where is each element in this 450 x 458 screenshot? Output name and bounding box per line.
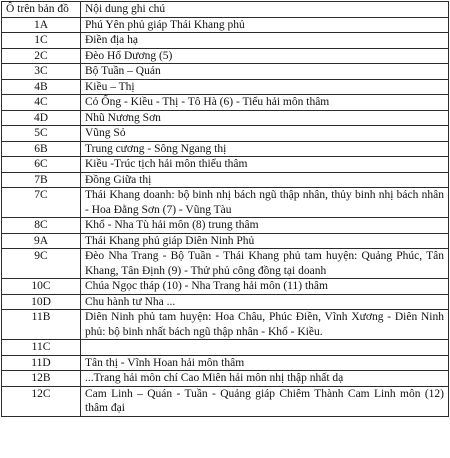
map-cell-code: 12B bbox=[2, 371, 81, 387]
note-text: ...Trang hải môn chí Cao Miên hải môn nhị thập nhất dạ bbox=[81, 371, 449, 387]
note-text: Phú Yên phủ giáp Thái Khang phủ bbox=[81, 17, 449, 33]
table-row bbox=[2, 126, 449, 142]
map-cell-code: 9C bbox=[2, 249, 81, 279]
table-row bbox=[2, 294, 449, 310]
map-cell-code: 8C bbox=[2, 218, 81, 234]
table-row bbox=[2, 188, 449, 218]
note-text: Cam Linh – Quán - Tuần - Quảng giáp Chiêm Thành Cam Linh môn (12) thâm đại bbox=[81, 386, 449, 416]
note-text: Cỏ Ống - Kiều - Thị - Tô Hà (6) - Tiểu hải môn thâm bbox=[81, 95, 449, 111]
column-header-note-content: Nội dung ghi chú bbox=[81, 2, 449, 18]
note-text: Điền địa hạ bbox=[81, 33, 449, 49]
note-text: Kiều -Trúc tịch hải môn thiểu thâm bbox=[81, 157, 449, 173]
map-cell-code: 3C bbox=[2, 64, 81, 80]
map-cell-code: 5C bbox=[2, 126, 81, 142]
map-cell-code: 2C bbox=[2, 48, 81, 64]
map-cell-code: 6B bbox=[2, 141, 81, 157]
table-row bbox=[2, 233, 449, 249]
table-row bbox=[2, 218, 449, 234]
map-cell-code: 10C bbox=[2, 279, 81, 295]
table-row bbox=[2, 279, 449, 295]
map-cell-code: 11C bbox=[2, 340, 81, 356]
note-text: Chu hành tư Nha ... bbox=[81, 294, 449, 310]
table-row bbox=[2, 310, 449, 340]
table-header-row bbox=[2, 2, 449, 18]
table-row bbox=[2, 141, 449, 157]
note-text: Nhũ Nương Sơn bbox=[81, 110, 449, 126]
table-row bbox=[2, 17, 449, 33]
table-row bbox=[2, 64, 449, 80]
note-text: Bộ Tuần – Quán bbox=[81, 64, 449, 80]
map-cell-code: 7B bbox=[2, 172, 81, 188]
note-text: Thái Khang phủ giáp Diên Ninh Phủ bbox=[81, 233, 449, 249]
table-row bbox=[2, 48, 449, 64]
map-cell-code: 4D bbox=[2, 110, 81, 126]
note-text: Diên Ninh phủ tam huyện: Hoa Châu, Phúc Điền, Vĩnh Xương - Diên Ninh phủ: bộ binh nhất bách ngũ thập nhân - Khổ - Kiều. bbox=[81, 310, 449, 340]
column-header-map-cell: Ô trên bản đồ bbox=[2, 2, 81, 18]
table-row bbox=[2, 355, 449, 371]
map-cell-code: 9A bbox=[2, 233, 81, 249]
note-text: Đồng Giữa thị bbox=[81, 172, 449, 188]
note-text: Đèo Hổ Dương (5) bbox=[81, 48, 449, 64]
table-row bbox=[2, 33, 449, 49]
table-row bbox=[2, 249, 449, 279]
map-cell-code: 4B bbox=[2, 79, 81, 95]
table-row bbox=[2, 340, 449, 356]
map-cell-code: 6C bbox=[2, 157, 81, 173]
map-cell-code: 10D bbox=[2, 294, 81, 310]
note-text: Tân thị - Vĩnh Hoan hải môn thâm bbox=[81, 355, 449, 371]
table-row bbox=[2, 157, 449, 173]
map-cell-code: 4C bbox=[2, 95, 81, 111]
note-text: Kiều – Thị bbox=[81, 79, 449, 95]
note-text: Chúa Ngọc tháp (10) - Nha Trang hải môn (11) thâm bbox=[81, 279, 449, 295]
table-row bbox=[2, 172, 449, 188]
note-text: Trung cương - Sông Ngang thị bbox=[81, 141, 449, 157]
map-cell-code: 1A bbox=[2, 17, 81, 33]
table-row bbox=[2, 110, 449, 126]
table-row bbox=[2, 79, 449, 95]
table-row bbox=[2, 386, 449, 416]
note-text: Thái Khang doanh: bộ binh nhị bách ngũ thập nhân, thủy binh nhị bách nhân - Hoa Đằng Sơn (7) - Vũng Tàu bbox=[81, 188, 449, 218]
map-cell-code: 11D bbox=[2, 355, 81, 371]
note-text bbox=[81, 340, 449, 356]
map-cell-code: 11B bbox=[2, 310, 81, 340]
notes-table bbox=[1, 1, 449, 417]
note-text: Vũng Sỏ bbox=[81, 126, 449, 142]
table-row bbox=[2, 371, 449, 387]
table-row bbox=[2, 95, 449, 111]
map-cell-code: 7C bbox=[2, 188, 81, 218]
note-text: Đèo Nha Trang - Bộ Tuần - Thái Khang phủ tam huyện: Quảng Phúc, Tân Khang, Tân Định (9) - Thử phủ công đồng tại doanh bbox=[81, 249, 449, 279]
map-cell-code: 12C bbox=[2, 386, 81, 416]
note-text: Khổ - Nha Tù hải môn (8) trung thâm bbox=[81, 218, 449, 234]
map-cell-code: 1C bbox=[2, 33, 81, 49]
